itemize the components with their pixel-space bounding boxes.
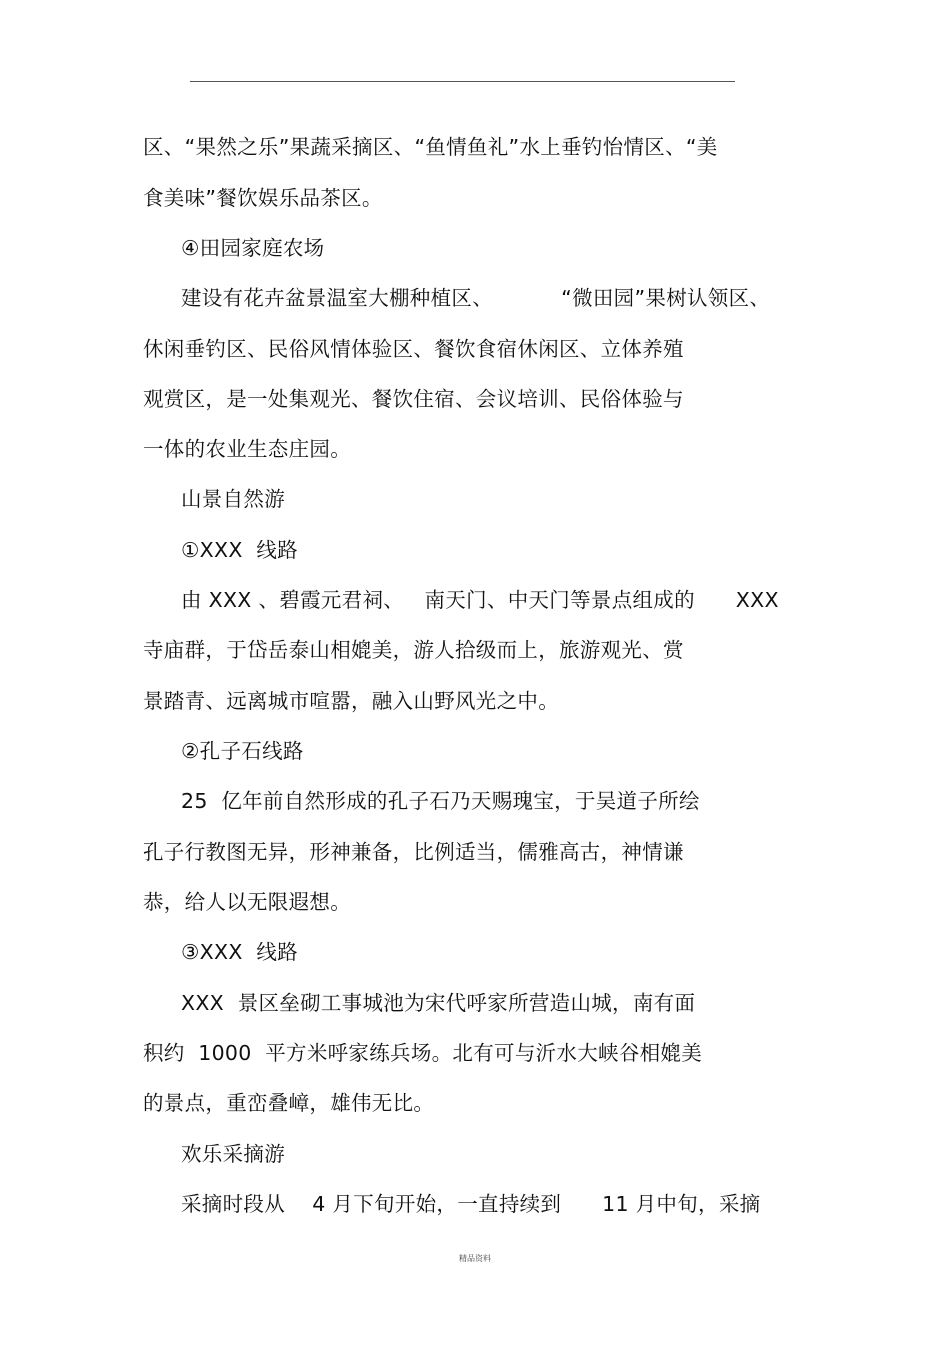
- text-line: 采摘时段从 4 月下旬开始，一直持续到 11 月中旬，采摘: [181, 1192, 761, 1216]
- section-heading: 山景自然游: [181, 487, 285, 511]
- text-line: XXX 景区垒砌工事城池为宋代呼家所营造山城，南有面: [181, 991, 696, 1015]
- section-heading: ①XXX 线路: [181, 538, 298, 562]
- text-line: 一体的农业生态庄园。: [143, 437, 351, 461]
- page-footer: 精品资料: [459, 1254, 491, 1263]
- text-line: 休闲垂钓区、民俗风情体验区、餐饮食宿休闲区、立体养殖: [143, 337, 684, 361]
- text-line: 25 亿年前自然形成的孔子石乃天赐瑰宝，于吴道子所绘: [181, 789, 700, 813]
- section-heading: 欢乐采摘游: [181, 1142, 285, 1166]
- text-line: 的景点，重峦叠嶂，雄伟无比。: [143, 1091, 435, 1115]
- header-rule: [190, 81, 735, 82]
- text-line: 景踏青、远离城市喧嚣，融入山野风光之中。: [143, 689, 559, 713]
- section-heading: ③XXX 线路: [181, 940, 298, 964]
- text-line: 寺庙群，于岱岳泰山相媲美，游人拾级而上，旅游观光、赏: [143, 638, 684, 662]
- text-line: 建设有花卉盆景温室大棚种植区、 “微田园”果树认领区、: [181, 286, 771, 310]
- text-line: 食美味”餐饮娱乐品茶区。: [143, 186, 383, 210]
- text-line: 区、“果然之乐”果蔬采摘区、“鱼情鱼礼”水上垂钓怡情区、“美: [143, 135, 718, 159]
- section-heading: ④田园家庭农场: [181, 236, 325, 260]
- text-line: 孔子行教图无异，形神兼备，比例适当，儒雅高古，神情谦: [143, 840, 684, 864]
- text-line: 恭，给人以无限遐想。: [143, 890, 351, 914]
- text-line: 观赏区，是一处集观光、餐饮住宿、会议培训、民俗体验与: [143, 387, 684, 411]
- text-line: 积约 1000 平方米呼家练兵场。北有可与沂水大峡谷相媲美: [143, 1041, 703, 1065]
- section-heading: ②孔子石线路: [181, 739, 304, 763]
- text-line: 由 XXX 、碧霞元君祠、 南天门、中天门等景点组成的 XXX: [181, 588, 779, 612]
